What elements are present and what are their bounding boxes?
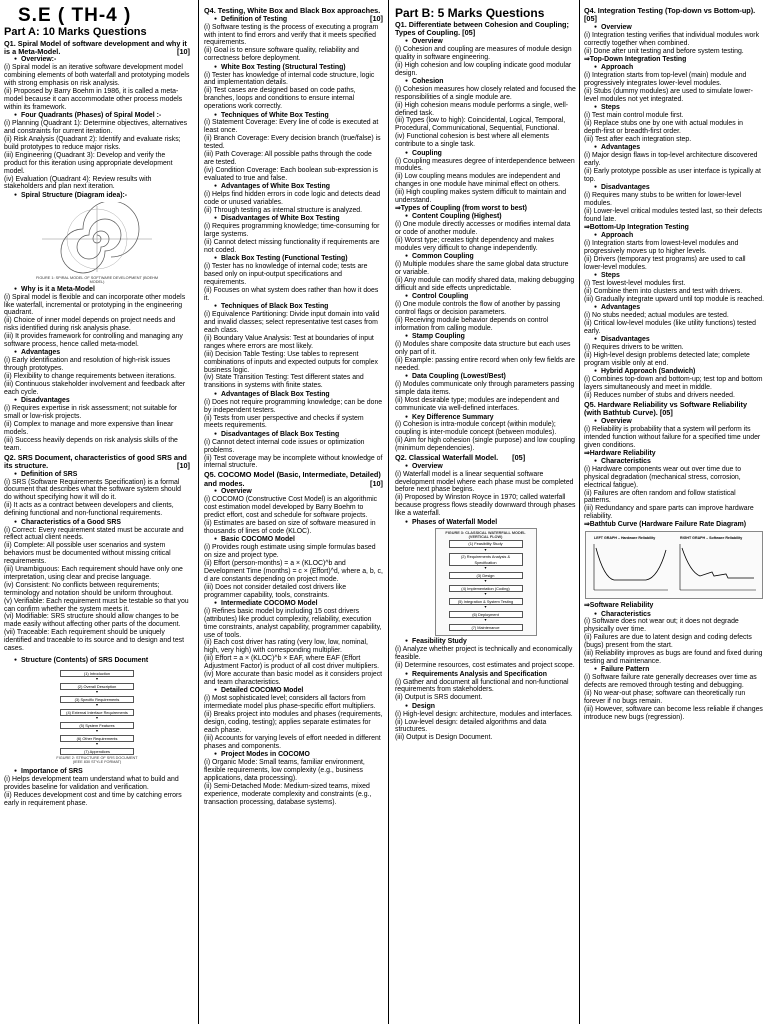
down-arrow-icon: ▼: [483, 605, 488, 610]
figure-caption: FIGURE 2: STRUCTURE OF SRS DOCUMENT (IEEE 830 STYLE FORMAT): [56, 756, 138, 765]
paragraph-list: [584, 192, 764, 224]
subheading: ● Definition of Testing: [214, 16, 383, 24]
paragraph-line: (i) Planning (Quadrant 1): Determine objectives, alternatives and constraints for current iteration.: [4, 120, 188, 136]
paragraph-line: (ii) Lower-level critical modules tested last, so their defects found late.: [584, 207, 763, 223]
paragraph-line: (ii) Most desirable type; modules are independent and communicate via well-defined interfaces.: [395, 397, 560, 413]
paragraph-list: [204, 72, 383, 112]
paragraph-line: (ii) High cohesion and low coupling indicate good modular design.: [395, 61, 572, 77]
paragraph-line: (ii) Branch Coverage: Every decision branch (true/false) is tested.: [204, 135, 381, 151]
paragraph-line: (iii) However, software can become less reliable if changes introduce new bugs (regression).: [584, 705, 763, 721]
figure-box: (4) Implementation (Coding): [449, 585, 523, 593]
paragraph-line: (i) Cannot detect internal code issues or optimization problems.: [204, 438, 365, 454]
paragraph-line: (i) Spiral model is an iterative software development model combining elements of both waterfall and prototyping models with strong emphasis on risk analysis.: [4, 64, 190, 88]
paragraph-line: (i) Test lowest-level modules first.: [584, 279, 686, 287]
paragraph-line: (iii) It provides framework for controlling and managing any software process, hence called meta-model.: [4, 333, 183, 349]
subheading: ● Coupling: [405, 150, 576, 158]
paragraph-line: (i) Organic Mode: Small teams, familiar environment, flexible requirements, low complexity (e.g., business applications, data processing).: [204, 759, 365, 782]
paragraph-line: (iii) Output is Design Document.: [395, 734, 493, 742]
paragraph-list: [204, 399, 383, 431]
figure-box: (7) Maintenance: [449, 624, 523, 632]
paragraph-line: (iii) Success heavily depends on risk analysis skills of the team.: [4, 436, 178, 452]
paragraph-line: (ii) It acts as a contract between developers and clients, defining functional and non-functional requirements.: [4, 502, 174, 518]
subheading: ● Overview: [214, 488, 383, 496]
paragraph-line: (ii) Breaks project into modules and phases (requirements, design, coding, testing); applies separate estimates for each phase.: [204, 711, 383, 734]
question-heading: Q2. Classical Waterfall Model. [05]: [395, 453, 526, 463]
paragraph-line: (iii) Continuous stakeholder involvement and feedback after each cycle.: [4, 381, 186, 396]
paragraph-line: (i) Software failure rate generally decreases over time as defects are removed through testing and debugging.: [584, 674, 757, 690]
paragraph-line: (i) Coupling measures degree of interdependence between modules.: [395, 157, 575, 173]
part-b-heading: Part B: 5 Marks Questions: [395, 6, 545, 20]
paragraph-line: (iii) Decision Table Testing: Use tables to represent combinations of inputs and expected outputs for complex business logic.: [204, 350, 378, 374]
paragraph-line: (iv) State Transition Testing: Test different states and transitions in systems with finite states.: [204, 374, 364, 390]
down-arrow-icon: ▼: [95, 742, 99, 747]
paragraph-list: [395, 341, 576, 373]
subheading: ● Four Quadrants (Phases) of Spiral Model :-: [14, 112, 190, 120]
paragraph-list: [395, 46, 576, 78]
subheading: ● Techniques of White Box Testing: [214, 112, 383, 120]
subheading: ● Why is it a Meta-Model: [14, 286, 190, 294]
paragraph-list: [584, 280, 764, 304]
figure-box: (4) External Interface Requirements: [60, 709, 134, 717]
paragraph-list: [584, 312, 764, 336]
figure-box: (6) Other Requirements: [60, 735, 134, 743]
subheading: ● Feasibility Study: [405, 638, 576, 646]
question-heading: Q4. Integration Testing (Top-down vs Bottom-up). [05]: [584, 6, 756, 24]
paragraph-line: (ii) Worst type; creates tight dependency and makes modules very difficult to change independently.: [395, 237, 554, 252]
paragraph-list: [584, 72, 764, 104]
subheading: ● Disadvantages: [594, 336, 764, 344]
paragraph-line: (i) Integration starts from lowest-level modules and progressively moves up to higher levels.: [584, 239, 739, 255]
subheading: ● Phases of Waterfall Model: [405, 519, 576, 527]
part-a-heading: Part A: 10 Marks Questions: [4, 26, 147, 38]
paragraph-list: [204, 191, 383, 215]
subheading: ● Basic COCOMO Model: [214, 536, 383, 544]
paragraph-line: (i) Tester has no knowledge of internal code; tests are based only on input-output specifications and requirements.: [204, 263, 368, 287]
arrow-heading: ⇒Bathtub Curve (Hardware Failure Rate Diagram): [584, 521, 746, 529]
paragraph-line: (i) Early identification and resolution of high-risk issues through prototypes.: [4, 357, 171, 373]
paragraph-line: (v) Verifiable: Each requirement must be testable so that you can confirm whether the system meets it.: [4, 597, 189, 613]
down-arrow-icon: ▼: [483, 618, 488, 623]
paragraph-line: (i) Software testing is the process of executing a program with intent to find errors and verify that it meets specified requirements.: [204, 23, 379, 47]
down-arrow-icon: ▼: [483, 566, 488, 571]
bathtub-curve: [596, 548, 666, 580]
subheading: ● Project Modes in COCOMO: [214, 751, 383, 759]
subheading: ● Advantages of Black Box Testing: [214, 391, 383, 399]
paragraph-list: [4, 64, 190, 111]
column-3: [395, 6, 576, 1024]
page-title: S.E ( TH-4 ): [18, 6, 132, 26]
paragraph-line: (i) Statement Coverage: Every line of code is executed at least once.: [204, 119, 379, 135]
paragraph-list: [4, 120, 190, 191]
subheading: ● Overview: [594, 418, 764, 426]
figure-box: (3) Specific Requirements: [60, 696, 134, 704]
subheading: ● Advantages: [14, 349, 190, 357]
paragraph-line: (ii) High-level design problems detected late; complete program visible only at end.: [584, 352, 750, 367]
paragraph-list: [204, 263, 383, 303]
paragraph-line: (vii) Traceable: Each requirement should be uniquely identified and traceable to its source and to design and test cases.: [4, 629, 185, 653]
paragraph-list: [395, 221, 576, 253]
paragraph-line: (iii) Does not consider detailed cost drivers like programmer capability, tools, constraints.: [204, 583, 347, 599]
down-arrow-icon: ▼: [95, 690, 99, 695]
paragraph-line: (ii) Risk Analysis (Quadrant 2): Identify and evaluate risks; build prototypes to reduce major risks.: [4, 135, 181, 151]
paragraph-line: (i) Correct: Every requirement stated must be accurate and reflect actual client needs.: [4, 526, 184, 542]
paragraph-line: (ii) Effort (person-months) = a × (KLOC)^b and Development Time (months) = c × (Effort)^d, where a, b, c, d are constants depending on project mode.: [204, 559, 383, 583]
subheading: ● Overview:-: [14, 56, 190, 64]
paragraph-list: [204, 24, 383, 64]
subheading: ● Characteristics: [594, 458, 764, 466]
paragraph-list: [584, 376, 764, 400]
paragraph-line: (iii) Test after each integration step.: [584, 135, 692, 143]
paragraph-list: [4, 294, 190, 349]
subheading: ● Common Coupling: [405, 253, 576, 261]
column-divider: [388, 0, 389, 1024]
subheading: ● Advantages: [594, 144, 764, 152]
subheading: ● Disadvantages: [14, 397, 190, 405]
waterfall-box-list: [436, 540, 536, 631]
paragraph-list: [204, 608, 383, 687]
paragraph-list: [204, 439, 383, 471]
paragraph-line: (ii) Low-level design: detailed algorithms and data structures.: [395, 718, 547, 734]
spiral-model-figure: [32, 202, 162, 284]
paragraph-list: [584, 344, 764, 368]
paragraph-list: [395, 301, 576, 333]
paragraph-list: [584, 618, 764, 665]
paragraph-line: (iii) Unambiguous: Each requirement should have only one interpretation, using clear and precise language.: [4, 566, 183, 581]
paragraph-line: (ii) Early prototype possible as user interface is typically at top.: [584, 167, 761, 183]
paragraph-line: (ii) Complex to manage and more expensive than linear models.: [4, 421, 174, 437]
subheading: ● Stamp Coupling: [405, 333, 576, 341]
subheading: ● Characteristics: [594, 611, 764, 619]
paragraph-list: [584, 674, 764, 721]
paragraph-line: (ii) Cannot detect missing functionality if requirements are not coded.: [204, 239, 380, 254]
paragraph-line: (i) Requires programming knowledge; time-consuming for large systems.: [204, 223, 380, 239]
question-heading: Q5. COCOMO Model (Basic, Intermediate, Detailed) and modes. [10]: [204, 470, 383, 488]
paragraph-list: [204, 311, 383, 390]
paragraph-line: (ii) Output is SRS document.: [395, 694, 483, 702]
paragraph-line: (i) Major design flaws in top-level architecture discovered early.: [584, 151, 758, 167]
paragraph-line: (i) No stubs needed; actual modules are tested.: [584, 312, 729, 320]
paragraph-line: (i) Tester has knowledge of internal code structure, logic and implementation details.: [204, 71, 375, 87]
graph-right-title: RIGHT GRAPH – Software Reliability: [680, 536, 743, 541]
arrow-heading: ⇒Types of Coupling (from worst to best): [395, 204, 527, 212]
subheading: ● Approach: [594, 64, 764, 72]
figure-box: (2) Overall Description: [60, 683, 134, 691]
down-arrow-icon: ▼: [483, 547, 488, 552]
question-heading: Q4. Testing, White Box and Black Box approaches. [10]: [204, 6, 383, 24]
paragraph-line: (ii) Boundary Value Analysis: Test at boundaries of input ranges where errors are most likely.: [204, 334, 374, 350]
subheading: ● Overview: [594, 24, 764, 32]
figure-box: (2) Requirements Analysis & Specification: [449, 553, 523, 566]
paragraph-line: (ii) Example: passing entire record when only few fields are needed.: [395, 357, 576, 373]
paragraph-line: (i) Requires drivers to be written.: [584, 344, 684, 352]
paragraph-line: (ii) High cohesion means module performs a single, well-defined task.: [395, 101, 569, 117]
paragraph-list: [204, 759, 383, 806]
paragraph-line: (i) Does not require programming knowledge; can be done by independent testers.: [204, 398, 383, 414]
paragraph-line: (iii) High coupling makes system difficult to maintain and understand.: [395, 189, 567, 205]
paragraph-line: (ii) Proposed by Barry Boehm in 1986, it is called a meta-model because it can accommodate other process models within its framework.: [4, 88, 183, 111]
down-arrow-icon: ▼: [95, 716, 99, 721]
down-arrow-icon: ▼: [483, 592, 488, 597]
subheading: ● White Box Testing (Structural Testing): [214, 64, 383, 72]
paragraph-line: (i) Cohesion measures how closely related and focused the responsibilities of a single module are.: [395, 85, 576, 101]
paragraph-line: (iii) Path Coverage: All possible paths through the code are tested.: [204, 151, 372, 167]
subheading: ● Approach: [594, 232, 764, 240]
paragraph-line: (i) Gather and document all functional and non-functional requirements from stakeholders.: [395, 678, 569, 694]
figure-box: (5) Integration & System Testing: [449, 598, 523, 606]
paragraph-list: [4, 776, 190, 808]
paragraph-line: (i) Most sophisticated level; considers all factors from intermediate model plus phase-specific effort multipliers.: [204, 695, 376, 711]
paragraph-list: [4, 527, 190, 654]
paragraph-line: (iii) Redundancy and spare parts can improve hardware reliability.: [584, 505, 754, 521]
paragraph-list: [204, 544, 383, 599]
paragraph-line: (ii) Any module can modify shared data, making debugging difficult and side effects unpredictable.: [395, 277, 575, 292]
subheading: ● Black Box Testing (Functional Testing): [214, 255, 383, 263]
paragraph-list: [395, 421, 576, 453]
arrow-heading: ⇒Hardware Reliability: [584, 449, 656, 457]
paragraph-line: (ii) Replace stubs one by one with actual modules in depth-first or breadth-first order.: [584, 119, 743, 135]
subheading: ● Advantages of White Box Testing: [214, 183, 383, 191]
paragraph-line: (iii) Reliability improves as bugs are found and fixed during testing and maintenance.: [584, 650, 763, 665]
subheading: ● Content Coupling (Highest): [405, 213, 576, 221]
paragraph-line: (i) Multiple modules share the same global data structure or variable.: [395, 261, 569, 277]
paragraph-line: (ii) Complete: All possible user scenarios and system behaviors must be documented without missing critical requirements.: [4, 542, 171, 566]
paragraph-line: (i) Hardware components wear out over time due to physical degradation (mechanical stress, corrosion, electrical fatigue).: [584, 465, 742, 489]
subheading: ● Intermediate COCOMO Model: [214, 600, 383, 608]
paragraph-line: (i) Reliability is probability that a system will perform its intended function without failure for a specified time under given conditions.: [584, 425, 761, 449]
paragraph-line: (iv) Evaluation (Quadrant 4): Review results with stakeholders and plan next iteration.: [4, 175, 152, 191]
reliability-graphs: [586, 532, 762, 598]
srs-structure-figure: [51, 667, 143, 767]
subheading: ● Cohesion: [405, 78, 576, 86]
paragraph-line: (i) Requires expertise in risk assessment; not suitable for small or low-risk projects.: [4, 405, 178, 421]
paragraph-line: (ii) Failures are often random and follow statistical patterns.: [584, 489, 736, 505]
subheading: ● Failure Pattern: [594, 666, 764, 674]
down-arrow-icon: ▼: [483, 579, 488, 584]
paragraph-line: (i) High-level design: architecture, modules and interfaces.: [395, 710, 573, 718]
paragraph-list: [204, 223, 383, 255]
figure-box: (3) Design: [449, 572, 523, 580]
paragraph-line: (iii) Effort = a × (KLOC)^b × EAF, where EAF (Effort Adjustment Factor) is product of all cost driver multipliers.: [204, 655, 380, 671]
paragraph-line: (ii) Aim for high cohesion (single purpose) and low coupling (minimum dependencies).: [395, 437, 576, 453]
subheading: ● Overview: [405, 38, 576, 46]
paragraph-line: (ii) No wear-out phase; software can theoretically run forever if no bugs remain.: [584, 690, 746, 705]
subheading: ● Data Coupling (Lowest/Best): [405, 373, 576, 381]
figure-caption: FIGURE 1: SPIRAL MODEL OF SOFTWARE DEVELOPMENT (BOEHM MODEL): [35, 275, 159, 284]
column-1: [4, 6, 190, 1024]
paragraph-line: (vi) Modifiable: SRS structure should allow changes to be made easily without affecting other parts of the document.: [4, 613, 181, 629]
subheading: ● Advantages: [594, 304, 764, 312]
down-arrow-icon: ▼: [95, 703, 99, 708]
arrow-heading: ⇒Software Reliability: [584, 602, 654, 610]
paragraph-list: [395, 261, 576, 293]
subheading: ● Importance of SRS: [14, 768, 190, 776]
paragraph-list: [584, 240, 764, 272]
paragraph-line: (i) Equivalence Partitioning: Divide input domain into valid and invalid classes; select representative test cases from each class.: [204, 311, 380, 335]
paragraph-list: [395, 471, 576, 518]
subheading: ● Disadvantages of White Box Testing: [214, 215, 383, 223]
paragraph-line: (i) Integration testing verifies that individual modules work correctly together when combined.: [584, 31, 760, 47]
paragraph-line: (ii) Failures are due to latent design and coding defects (bugs) present from the start.: [584, 634, 752, 650]
paragraph-line: (iv) More accurate than basic model as it considers project and team characteristics.: [204, 671, 383, 687]
paragraph-line: (i) Spiral model is flexible and can incorporate other models like waterfall, incremental or prototyping in the engineering quadrant.: [4, 293, 186, 317]
paragraph-line: (i) SRS (Software Requirements Specification) is a formal document that describes what the software system should do without specifying how it will do it.: [4, 478, 181, 502]
subheading: ● Hybrid Approach (Sandwich): [594, 368, 764, 376]
paragraph-list: [584, 112, 764, 144]
bathtub-curve-figure: [585, 531, 763, 599]
subheading: ● Disadvantages: [594, 184, 764, 192]
paragraph-list: [584, 32, 764, 56]
paragraph-line: (ii) Flexibility to change requirements between iterations.: [4, 373, 176, 381]
figure-box: (5) System Features: [60, 722, 134, 730]
paragraph-line: (iv) Condition Coverage: Each boolean sub-expression is evaluated to true and false.: [204, 166, 378, 182]
paragraph-line: (ii) Through testing as internal structure is analyzed.: [204, 206, 363, 214]
paragraph-line: (ii) Low coupling means modules are independent and changes in one module have minimal effect on others.: [395, 173, 561, 189]
paragraph-line: (ii) Test cases are designed based on code paths, branches, loops and conditions to ensure internal operations work correctly.: [204, 87, 356, 111]
paragraph-list: [4, 357, 190, 397]
paragraph-line: (ii) Combine them into clusters and test with drivers.: [584, 287, 743, 295]
subheading: ● Key Difference Summary: [405, 414, 576, 422]
paragraph-line: (i) Cohesion and coupling are measures of module design quality in software engineering.: [395, 45, 572, 61]
paragraph-line: (iii) Types (low to high): Coincidental, Logical, Temporal, Procedural, Communicational, Sequential, Functional.: [395, 117, 566, 133]
paragraph-line: (iii) Accounts for varying levels of effort needed in different phases and components.: [204, 734, 381, 750]
paragraph-line: (ii) Done after unit testing and before system testing.: [584, 47, 744, 55]
subheading: ● Control Coupling: [405, 293, 576, 301]
paragraph-line: (ii) Focuses on what system does rather than how it does it.: [204, 287, 379, 302]
subheading: ● Design: [405, 703, 576, 711]
graph-left-title: LEFT GRAPH – Hardware Reliability: [594, 536, 656, 541]
paragraph-list: [395, 381, 576, 413]
srs-box-list: [51, 670, 143, 756]
paragraph-list: [204, 496, 383, 536]
paragraph-line: (i) One module controls the flow of another by passing control flags or decision parameters.: [395, 301, 561, 317]
paragraph-line: (ii) Receiving module behavior depends on control information from calling module.: [395, 317, 549, 333]
question-heading: Q1. Differentiate between Cohesion and Coupling; Types of Coupling. [05]: [395, 20, 569, 38]
subheading: ● Steps: [594, 104, 764, 112]
paragraph-line: (ii) Semi-Detached Mode: Medium-sized teams, mixed experience, moderate complexity and constraints (e.g., transaction processing, database systems).: [204, 782, 372, 806]
paragraph-list: [584, 426, 764, 450]
subheading: ● Definition of SRS: [14, 471, 190, 479]
figure-box: (1) Introduction: [60, 670, 134, 678]
paragraph-line: (ii) Reduces development cost and time by catching errors early in requirement phase.: [4, 792, 182, 808]
subheading: ● Structure (Contents) of SRS Document: [14, 657, 190, 665]
subheading: ● Steps: [594, 272, 764, 280]
paragraph-list: [395, 711, 576, 743]
paragraph-line: (ii) Critical low-level modules (like utility functions) tested early.: [584, 319, 756, 335]
paragraph-list: [395, 158, 576, 205]
subheading: ● Techniques of Black Box Testing: [214, 303, 383, 311]
paragraph-line: (i) Analyze whether project is technically and economically feasible.: [395, 646, 573, 662]
paragraph-line: (i) Software does not wear out; it does not degrade physically over time.: [584, 618, 739, 634]
paragraph-list: [584, 466, 764, 521]
paragraph-line: (i) Helps find hidden errors in code logic and detects dead code or unused variables.: [204, 191, 381, 207]
column-2: [204, 6, 383, 1024]
paragraph-line: (ii) Goal is to ensure software quality, reliability and correctness before deployment.: [204, 47, 359, 63]
question-heading: Q5. Hardware Reliability vs Software Reliability (with Bathtub Curve). [05]: [584, 400, 748, 418]
subheading: ● Spiral Structure (Diagram idea):-: [14, 192, 190, 200]
paragraph-line: (ii) Choice of inner model depends on project needs and risks identified during risk analysis phase.: [4, 317, 176, 333]
paragraph-list: [204, 119, 383, 182]
paragraph-line: (ii) Test coverage may be incomplete without knowledge of internal structure.: [204, 454, 383, 470]
paragraph-line: (ii) Stubs (dummy modules) are used to simulate lower-level modules not yet integrated.: [584, 87, 753, 103]
paragraph-line: (ii) Proposed by Winston Royce in 1970; called waterfall because progress flows steadily downward through phases like a waterfall.: [395, 494, 576, 518]
paragraph-line: (i) Cohesion is intra-module concept (within module); coupling is inter-module concept (between modules).: [395, 421, 557, 437]
paragraph-list: [4, 479, 190, 519]
figure-box: (1) Feasibility Study: [449, 540, 523, 548]
paragraph-line: (iii) Gradually integrate upward until top module is reached.: [584, 295, 764, 303]
paragraph-line: (i) Helps development team understand what to build and provides baseline for validation and verification.: [4, 776, 179, 792]
paragraph-line: (i) Modules share composite data structure but each uses only part of it.: [395, 341, 571, 357]
column-4: [584, 6, 764, 1024]
figure-caption: FIGURE 3: CLASSICAL WATERFALL MODEL (VERTICAL FLOW): [445, 531, 526, 540]
subheading: ● Requirements Analysis and Specification: [405, 671, 576, 679]
subheading: ● Disadvantages of Black Box Testing: [214, 431, 383, 439]
spiral-diagram: [32, 202, 162, 276]
figure-box: (6) Deployment: [449, 611, 523, 619]
paragraph-line: (i) Requires many stubs to be written for lower-level modules.: [584, 191, 742, 207]
paragraph-list: [4, 405, 190, 452]
paragraph-list: [584, 152, 764, 184]
paragraph-line: (ii) Reduces number of stubs and drivers needed.: [584, 392, 735, 400]
paragraph-line: (i) Modules communicate only through parameters passing simple data items.: [395, 381, 575, 397]
subheading: ● Overview: [405, 463, 576, 471]
down-arrow-icon: ▼: [95, 677, 99, 682]
paragraph-line: (i) Refines basic model by including 15 cost drivers (attributes) like product complexity, reliability, execution time constraints, analyst capability, programmer capability, use of tools.: [204, 607, 382, 639]
question-heading: Q1. Spiral Model of software development and why it is a Meta-Model. [10]: [4, 38, 190, 56]
paragraph-line: (iv) Consistent: No conflicts between requirements; terminology and notation should be uniform throughout.: [4, 581, 173, 597]
paragraph-list: [204, 695, 383, 750]
paragraph-line: (ii) Estimates are based on size of software measured in thousands of lines of code (KLOC).: [204, 519, 376, 535]
paragraph-list: [395, 679, 576, 703]
paragraph-line: (i) Test main control module first.: [584, 111, 684, 119]
subheading: ● Detailed COCOMO Model: [214, 687, 383, 695]
column-divider: [198, 0, 199, 1024]
arrow-heading: ⇒Bottom-Up Integration Testing: [584, 223, 689, 231]
paragraph-line: (i) Integration starts from top-level (main) module and progressively integrates lower-level modules.: [584, 71, 747, 87]
paragraph-line: (iv) Functional cohesion is best where all elements contribute to a single task.: [395, 133, 549, 149]
down-arrow-icon: ▼: [95, 729, 99, 734]
paragraph-line: (i) One module directly accesses or modifies internal data or code of another module.: [395, 221, 571, 237]
figure-box: (7) Appendices: [60, 748, 134, 756]
paragraph-line: (i) Combines top-down and bottom-up; test top and bottom layers simultaneously and meet in middle.: [584, 376, 763, 392]
question-heading: Q2. SRS Document, characteristics of good SRS and its structure. [10]: [4, 452, 190, 470]
column-divider: [579, 0, 580, 1024]
paragraph-line: (i) Waterfall model is a linear sequential software development model where each phase must be completed before next phase begins.: [395, 470, 574, 494]
paragraph-line: (ii) Drivers (temporary test programs) are used to call lower-level modules.: [584, 255, 746, 271]
paragraph-list: [395, 86, 576, 149]
subheading: ● Characteristics of a Good SRS: [14, 519, 190, 527]
paragraph-line: (i) COCOMO (Constructive Cost Model) is an algorithmic cost estimation model developed by Barry Boehm to predict effort, cost and schedule for software projects.: [204, 496, 378, 519]
paragraph-list: [395, 646, 576, 670]
arrow-heading: ⇒Top-Down Integration Testing: [584, 55, 687, 63]
paragraph-line: (iii) Engineering (Quadrant 3): Develop and verify the product for this iteration using appropriate development model.: [4, 151, 173, 175]
waterfall-figure: [435, 528, 537, 636]
software-failure-curve: [682, 548, 754, 578]
paragraph-line: (ii) Tests from user perspective and checks if system meets requirements.: [204, 414, 364, 430]
paragraph-line: (ii) Each cost driver has rating (very low, low, nominal, high, very high) with corresponding multiplier.: [204, 639, 368, 655]
paragraph-line: (ii) Determine resources, cost estimates and project scope.: [395, 662, 575, 670]
paragraph-line: (i) Provides rough estimate using simple formulas based on size and project type.: [204, 544, 376, 560]
